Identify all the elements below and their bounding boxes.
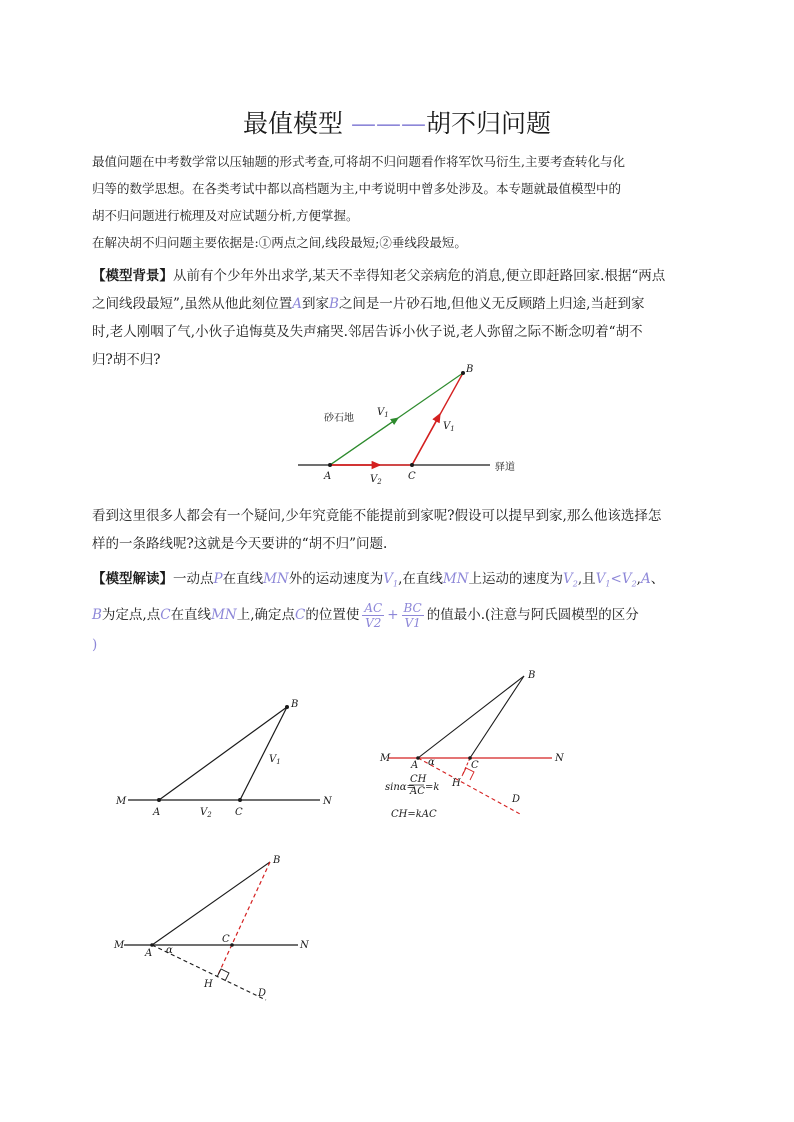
fig4-label-n: N: [300, 940, 309, 951]
fig2-label-n: N: [323, 796, 332, 807]
point-b-dot: [285, 705, 289, 709]
point-a: A: [640, 571, 651, 587]
point-c: C: [295, 606, 306, 623]
fig2-label-a: A: [153, 807, 161, 818]
point-b-dot: [461, 371, 465, 375]
speed-compare: $V_1<V_2$: [595, 571, 637, 589]
figure-2-triangle: [112, 695, 337, 825]
point-a-dot: [150, 943, 154, 947]
intro-line-1: 最值问题在中考数学常以压轴题的形式考查,可将胡不归问题看作将军饮马衍生,主要考查转化与化: [92, 154, 625, 169]
fig1-label-v1b: $V_1$: [443, 421, 455, 433]
segment-ab: [159, 707, 287, 800]
line-mn: MN: [442, 571, 469, 587]
model-text: 上,确定点: [236, 606, 295, 623]
segment-bc: [240, 707, 287, 800]
line-mn: MN: [263, 571, 289, 587]
background-text: 之间线段最短”,虽然从他此刻位置: [92, 296, 293, 312]
fig3-sin-denominator: AC: [410, 786, 425, 797]
intro-line-2: 归等的数学思想。在各类考试中都以高档题为主,中考说明中曾多处涉及。本专题就最值模型中的: [92, 181, 621, 196]
fig3-ch-equation: CH=kAC: [391, 809, 437, 820]
model-text: 上运动的速度为: [468, 571, 564, 587]
point-c-dot: [230, 943, 234, 947]
point-c: C: [160, 606, 171, 623]
model-text: 一动点: [173, 571, 214, 587]
fig4-label-b: B: [273, 855, 281, 866]
figure-4-perpendicular: [108, 850, 318, 1010]
segment-bc: [470, 676, 524, 758]
fig4-label-a: A: [145, 948, 153, 959]
speed-v1: $V_1$: [383, 571, 399, 589]
point-p: P: [213, 571, 223, 587]
fig4-label-alpha: α: [166, 945, 173, 956]
fraction-bc-v1: $\frac{BC}{V1}$: [403, 600, 422, 630]
background-text: 之间是一片砂石地,但他义无反顾踏上归途,当赶到家: [338, 296, 645, 312]
fig1-label-v1a: $V_1$: [377, 407, 389, 419]
background-text: 从前有个少年外出求学,某天不幸得知老父亲病危的消息,便立即赶路回家.根据“两点: [173, 268, 666, 284]
fig3-label-n: N: [555, 753, 564, 764]
fig2-label-c: C: [235, 807, 243, 818]
fig2-label-b: B: [291, 699, 299, 710]
speed-v2: $V_2$: [563, 571, 578, 589]
question-paragraph: [92, 502, 722, 558]
fig3-label-h: H: [452, 778, 461, 789]
fig3-label-d: D: [512, 794, 521, 805]
model-paragraph: [92, 564, 722, 660]
segment-bh: [217, 862, 270, 977]
model-heading: 【模型解读】: [92, 571, 173, 587]
background-heading: 【模型背景】: [92, 268, 173, 284]
model-text: ,且: [577, 571, 596, 587]
point-c-dot: [410, 463, 414, 467]
point-b: B: [328, 296, 339, 312]
fig4-label-d: D: [258, 988, 267, 999]
model-text: ,在直线: [398, 571, 443, 587]
fig3-sin-rhs: =k: [425, 782, 440, 793]
model-text: 、: [650, 571, 665, 587]
fig3-label-alpha: α: [428, 757, 435, 768]
point-a-dot: [328, 463, 332, 467]
background-paragraph: [92, 262, 722, 374]
model-text: 在直线: [170, 606, 212, 623]
question-text: 样的一条路线呢?这就是今天要讲的“胡不归”问题.: [92, 536, 388, 552]
title-dashes: ———: [350, 109, 426, 138]
figure-1-road-diagram: [290, 360, 530, 490]
model-text: 为定点,点: [101, 606, 161, 623]
fig4-label-m: M: [114, 940, 125, 951]
fig3-label-c: C: [471, 760, 479, 771]
red-up-arrow: [412, 414, 440, 465]
background-text: 归?胡不归?: [92, 352, 161, 368]
fig3-sin-numerator: CH: [410, 774, 427, 785]
intro-line-4: 在解决胡不归问题主要依据是:①两点之间,线段最短;②垂线段最短。: [92, 235, 467, 250]
fig4-label-h: H: [204, 979, 213, 990]
fig3-sin-label: sinα=: [385, 782, 415, 793]
question-text: 看到这里很多人都会有一个疑问,少年究竟能不能提前到家呢?假设可以提早到家,那么他该选择怎: [92, 508, 662, 524]
fig3-label-a: A: [411, 760, 419, 771]
fig4-label-c: C: [222, 934, 230, 945]
figure-3-perpendicular: [378, 664, 568, 824]
intro-line-3: 胡不归问题进行梳理及对应试题分析,方便掌握。: [92, 208, 359, 223]
fig2-label-m: M: [116, 796, 127, 807]
background-text: 到家: [301, 296, 329, 312]
model-text: 的值最小.(注意与阿氏圆模型的区分: [426, 606, 639, 623]
model-text: ,: [636, 571, 641, 587]
fig1-label-c: C: [408, 471, 416, 482]
title-sub: 胡不归问题: [425, 109, 551, 138]
fig2-label-v1: $V_1$: [269, 754, 281, 766]
segment-ab: [152, 862, 270, 945]
green-arrow: [330, 418, 398, 465]
fig3-label-m: M: [380, 753, 391, 764]
fig1-label-road: 驿道: [495, 462, 515, 473]
fraction-ac-v2: $\frac{AC}{V2}$: [364, 600, 383, 630]
title-main: 最值模型: [243, 109, 344, 138]
intro-paragraph: [92, 148, 722, 256]
line-mn: MN: [211, 606, 237, 623]
background-text: 时,老人刚咽了气,小伙子追悔莫及失声痛哭.邻居告诉小伙子说,老人弥留之际不断念叨着“胡不: [92, 324, 643, 340]
fig1-label-sand: 砂石地: [324, 413, 354, 424]
point-c-dot: [238, 798, 242, 802]
point-a-dot: [157, 798, 161, 802]
fig1-label-b: B: [466, 364, 474, 375]
point-b: B: [92, 606, 102, 623]
fig1-label-v2: $V_2$: [370, 474, 382, 486]
fig1-label-a: A: [324, 471, 332, 482]
point-a: A: [292, 296, 302, 312]
fig3-label-b: B: [528, 670, 536, 681]
model-text: 在直线: [222, 571, 264, 587]
fig2-label-v2: $V_2$: [200, 807, 212, 819]
model-text: 外的运动速度为: [288, 571, 384, 587]
model-text: 的位置使: [305, 606, 360, 623]
plus-sign: +: [387, 606, 399, 623]
page-title: [0, 104, 794, 140]
segment-ab: [418, 676, 524, 758]
model-text: ): [92, 636, 98, 653]
